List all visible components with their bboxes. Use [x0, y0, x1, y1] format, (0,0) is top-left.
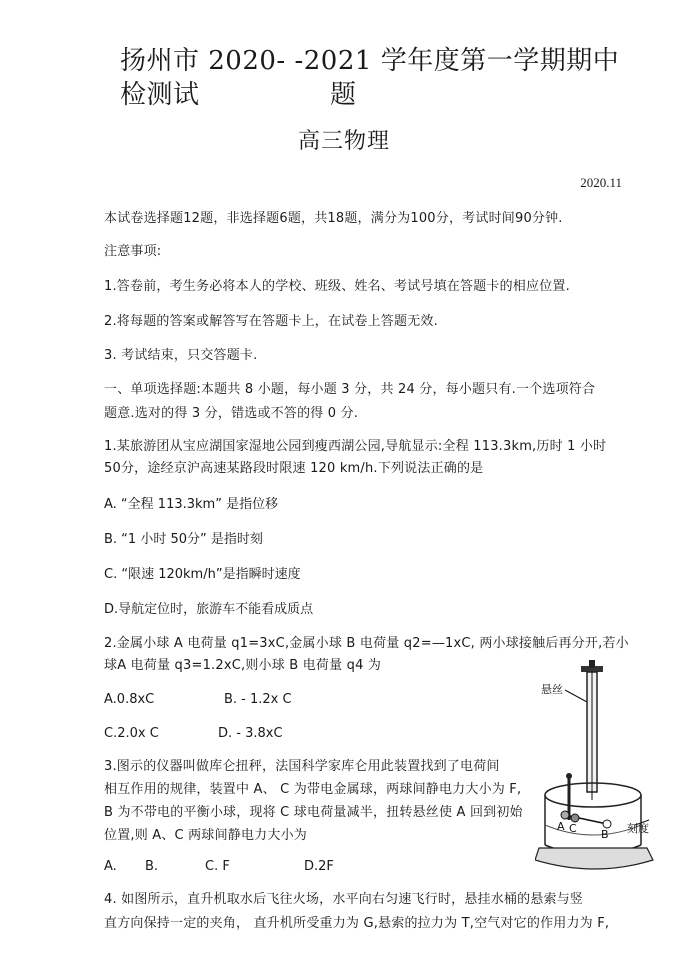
ball-a: [561, 811, 569, 819]
exam-date: 2020.11: [580, 175, 622, 190]
ball-c: [571, 814, 579, 822]
question-3-stem-line-3: B 为不带电的平衡小球，现将 C 球电荷量减半，扭转悬丝使 A 回到初始: [104, 805, 523, 820]
section-heading-line-2: 题意.选对的得 3 分，错选或不答的得 0 分.: [104, 406, 359, 421]
question-3-option-b: B.: [145, 859, 159, 874]
top-knob: [589, 660, 595, 668]
wire-pointer: [565, 690, 587, 702]
exam-title: 扬州市 2020- -2021 学年度第一学期期中检测试: [120, 46, 620, 110]
question-1-option-c: C. “限速 120km/h”是指瞬时速度: [104, 567, 301, 582]
ball-b: [603, 820, 611, 828]
question-4-stem-line-2: 直方向保持一定的夹角， 直升机所受重力为 G,悬索的拉力为 T,空气对它的作用力为 F,: [104, 916, 610, 931]
question-3-option-c: C. F: [205, 859, 230, 874]
question-2-option-d: D. - 3.8xC: [218, 726, 283, 741]
ball-a-label: A: [557, 820, 565, 833]
section-heading-line-1: 一、单项选择题:本题共 8 小题，每小题 3 分，共 24 分，每小题只有.一个选项符合: [104, 382, 596, 397]
question-1-option-a: A. “全程 113.3km” 是指位移: [104, 497, 279, 512]
question-2-stem-line-2: 球A 电荷量 q3=1.2xC,则小球 B 电荷量 q4 为: [104, 658, 382, 673]
torsion-balance-figure: [535, 660, 663, 878]
question-2-stem-line-1: 2.金属小球 A 电荷量 q1=3xC,金属小球 B 电荷量 q2=—1xC, 两小球接触后再分开,若小: [104, 636, 629, 651]
question-3-stem-line-2: 相互作用的规律，装置中 A、 C 为带电金属球，两球间静电力大小为 F,: [104, 782, 522, 797]
question-2-option-b: B. - 1.2x C: [224, 692, 292, 707]
scale-label: 刻度: [627, 822, 649, 835]
ball-c-label: C: [569, 822, 577, 835]
question-1-option-d: D.导航定位时，旅游车不能看成质点: [104, 602, 314, 617]
notice-item-3: 3. 考试结束，只交答题卡.: [104, 348, 258, 363]
question-1-option-b: B. “1 小时 50分” 是指时刻: [104, 532, 263, 547]
question-2-option-c: C.2.0x C: [104, 726, 159, 741]
notice-heading: 注意事项:: [104, 244, 162, 259]
question-1-stem-line-1: 1.某旅游团从宝应湖国家湿地公园到瘦西湖公园,导航显示:全程 113.3km,历时 1 小时: [104, 439, 607, 454]
question-3-stem-line-4: 位置,则 A、C 两球间静电力大小为: [104, 828, 307, 843]
notice-item-1: 1.答卷前，考生务必将本人的学校、班级、姓名、考试号填在答题卡的相应位置.: [104, 279, 570, 294]
notice-item-2: 2.将每题的答案或解答写在答题卡上，在试卷上答题无效.: [104, 314, 438, 329]
question-2-option-a: A.0.8xC: [104, 692, 155, 707]
exam-title-continuation: 题: [330, 80, 357, 110]
question-3-stem-line-1: 3.图示的仪器叫做库仑扭秤，法国科学家库仑用此装置找到了电荷间: [104, 759, 500, 774]
torsion-balance-illustration: [535, 660, 663, 878]
ball-b-label: B: [601, 828, 609, 841]
question-4-stem-line-1: 4. 如图所示，直升机取水后飞往火场，水平向右匀速飞行时，悬挂水桶的悬索与竖: [104, 892, 584, 907]
question-3-option-d: D.2F: [304, 859, 334, 874]
question-3-option-a: A.: [104, 859, 117, 874]
question-1-stem-line-2: 50分，途经京沪高速某路段时限速 120 km/h.下列说法正确的是: [104, 461, 484, 476]
base: [535, 848, 653, 869]
subject-title: 高三物理: [297, 129, 390, 154]
wire-label: 悬丝: [541, 683, 563, 696]
exam-summary: 本试卷选择题12题，非选择题6题，共18题，满分为100分，考试时间90分钟.: [104, 211, 563, 226]
